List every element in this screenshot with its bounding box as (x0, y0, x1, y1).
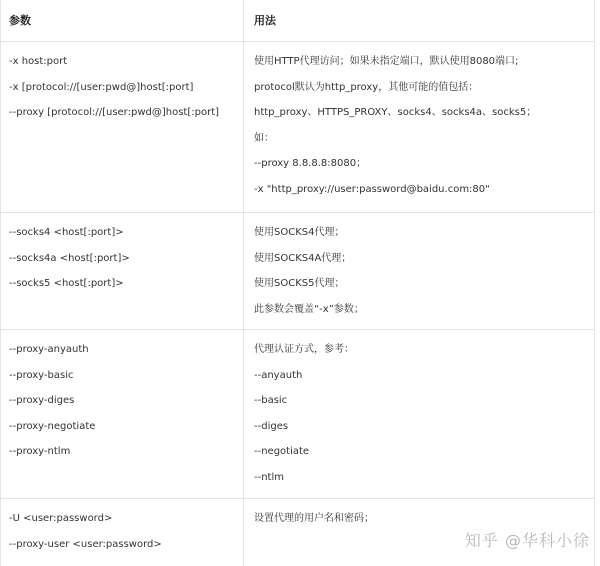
usage-line: 使用HTTP代理访问；如果未指定端口，默认使用8080端口; (254, 56, 519, 67)
param-line: --socks4 <host[:port]> (9, 227, 124, 238)
param-line: --socks4a <host[:port]> (9, 252, 130, 264)
usage-cell (244, 330, 594, 498)
param-cell (1, 42, 244, 212)
table-row (1, 213, 594, 330)
usage-line: 使用SOCKS5代理； (254, 278, 345, 290)
usage-line: 此参数会覆盖“-x”参数； (254, 303, 364, 315)
usage-line: 使用SOCKS4代理； (254, 227, 345, 238)
table-row (1, 42, 594, 213)
param-line: -x host:port (9, 56, 68, 67)
usage-line: --basic (254, 395, 288, 407)
usage-line: --diges (254, 420, 289, 432)
usage-line: --ntlm (254, 471, 284, 483)
param-cell (1, 213, 244, 329)
param-line: -U <user:password> (9, 513, 113, 524)
usage-cell (244, 213, 594, 329)
param-line: --proxy-ntlm (9, 446, 71, 458)
usage-line: 代理认证方式，参考： (254, 344, 354, 355)
table-header (1, 0, 594, 42)
param-line: -x [protocol://[user:pwd@]host[:port] (9, 81, 194, 93)
param-line: --proxy-diges (9, 395, 75, 407)
usage-line: --anyauth (254, 369, 303, 381)
header-usage: 用法 (254, 14, 276, 27)
param-cell (1, 330, 244, 498)
usage-line: protocol默认为http_proxy，其他可能的值包括： (254, 81, 479, 93)
usage-line: 设置代理的用户名和密码； (254, 513, 374, 524)
header-param: 参数 (1, 0, 244, 41)
param-line: --proxy-negotiate (9, 420, 96, 432)
usage-line: --proxy 8.8.8.8:8080； (254, 158, 367, 170)
watermark: 知乎 @华科小徐 (464, 531, 590, 550)
table-row (1, 330, 594, 499)
param-cell (1, 499, 244, 566)
param-line: --socks5 <host[:port]> (9, 278, 124, 290)
usage-line: http_proxy、HTTPS_PROXY、socks4、socks4a、socks5； (254, 107, 537, 119)
usage-line: --negotiate (254, 446, 310, 458)
usage-line: -x "http_proxy://user:password@baidu.com:80" (254, 183, 490, 195)
param-line: --proxy-user <user:password> (9, 538, 162, 550)
usage-line: 如： (254, 132, 274, 144)
usage-cell (244, 42, 594, 212)
param-line: --proxy-anyauth (9, 344, 89, 355)
param-line: --proxy [protocol://[user:pwd@]host[:port] (9, 107, 220, 119)
param-line: --proxy-basic (9, 369, 74, 381)
usage-line: 使用SOCKS4A代理； (254, 252, 352, 264)
